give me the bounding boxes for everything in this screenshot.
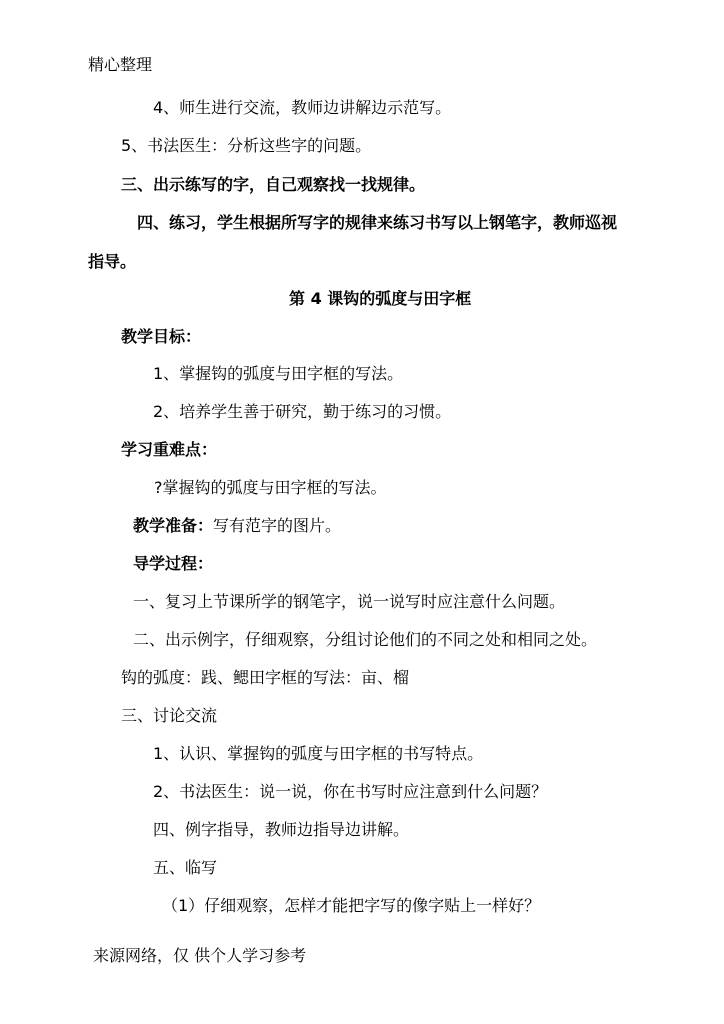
lesson-title: 第 4 课钩的弧度与田字框 xyxy=(289,289,472,308)
section-4-line-1: 四、练习，学生根据所写字的规律来练习书写以上钢笔字，教师巡视 xyxy=(137,213,618,232)
process-step-4: 四、例字指导，教师边指导边讲解。 xyxy=(153,820,410,839)
process-heading: 导学过程： xyxy=(133,554,214,573)
discussion-1: 1、认识、掌握钩的弧度与田字框的书写特点。 xyxy=(153,744,484,763)
practice-1: （1）仔细观察，怎样才能把字写的像字贴上一样好？ xyxy=(162,896,541,915)
prep-line xyxy=(133,516,341,536)
goal-2: 2、培养学生善于研究，勤于练习的习惯。 xyxy=(153,402,452,421)
process-step-5: 五、临写 xyxy=(153,858,218,877)
step-4: 4、师生进行交流，教师边讲解边示范写。 xyxy=(153,98,452,117)
prep-label: 教学准备： xyxy=(133,516,214,535)
example-characters: 钩的弧度：践、鳃田字框的写法：亩、榴 xyxy=(121,668,410,687)
process-step-3: 三、讨论交流 xyxy=(121,706,218,725)
discussion-2: 2、书法医生：说一说，你在书写时应注意到什么问题？ xyxy=(153,782,548,801)
page-footer: 来源网络，仅 供个人学习参考 xyxy=(93,946,307,965)
prep-text: 写有范字的图片。 xyxy=(213,516,342,535)
section-3-heading: 三、出示练写的字，自己观察找一找规律。 xyxy=(121,175,426,194)
page-header: 精心整理 xyxy=(88,55,153,74)
goals-heading: 教学目标： xyxy=(121,327,202,346)
process-step-2: 二、出示例字，仔细观察，分组讨论他们的不同之处和相同之处。 xyxy=(133,630,598,649)
goal-1: 1、掌握钩的弧度与田字框的写法。 xyxy=(153,364,404,383)
keypoint: ?掌握钩的弧度与田字框的写法。 xyxy=(154,478,387,497)
section-4-line-2: 指导。 xyxy=(88,252,137,271)
keypoints-heading: 学习重难点： xyxy=(121,440,218,459)
step-5: 5、书法医生：分析这些字的问题。 xyxy=(121,136,372,155)
process-step-1: 一、复习上节课所学的钢笔字，说一说写时应注意什么问题。 xyxy=(133,592,566,611)
